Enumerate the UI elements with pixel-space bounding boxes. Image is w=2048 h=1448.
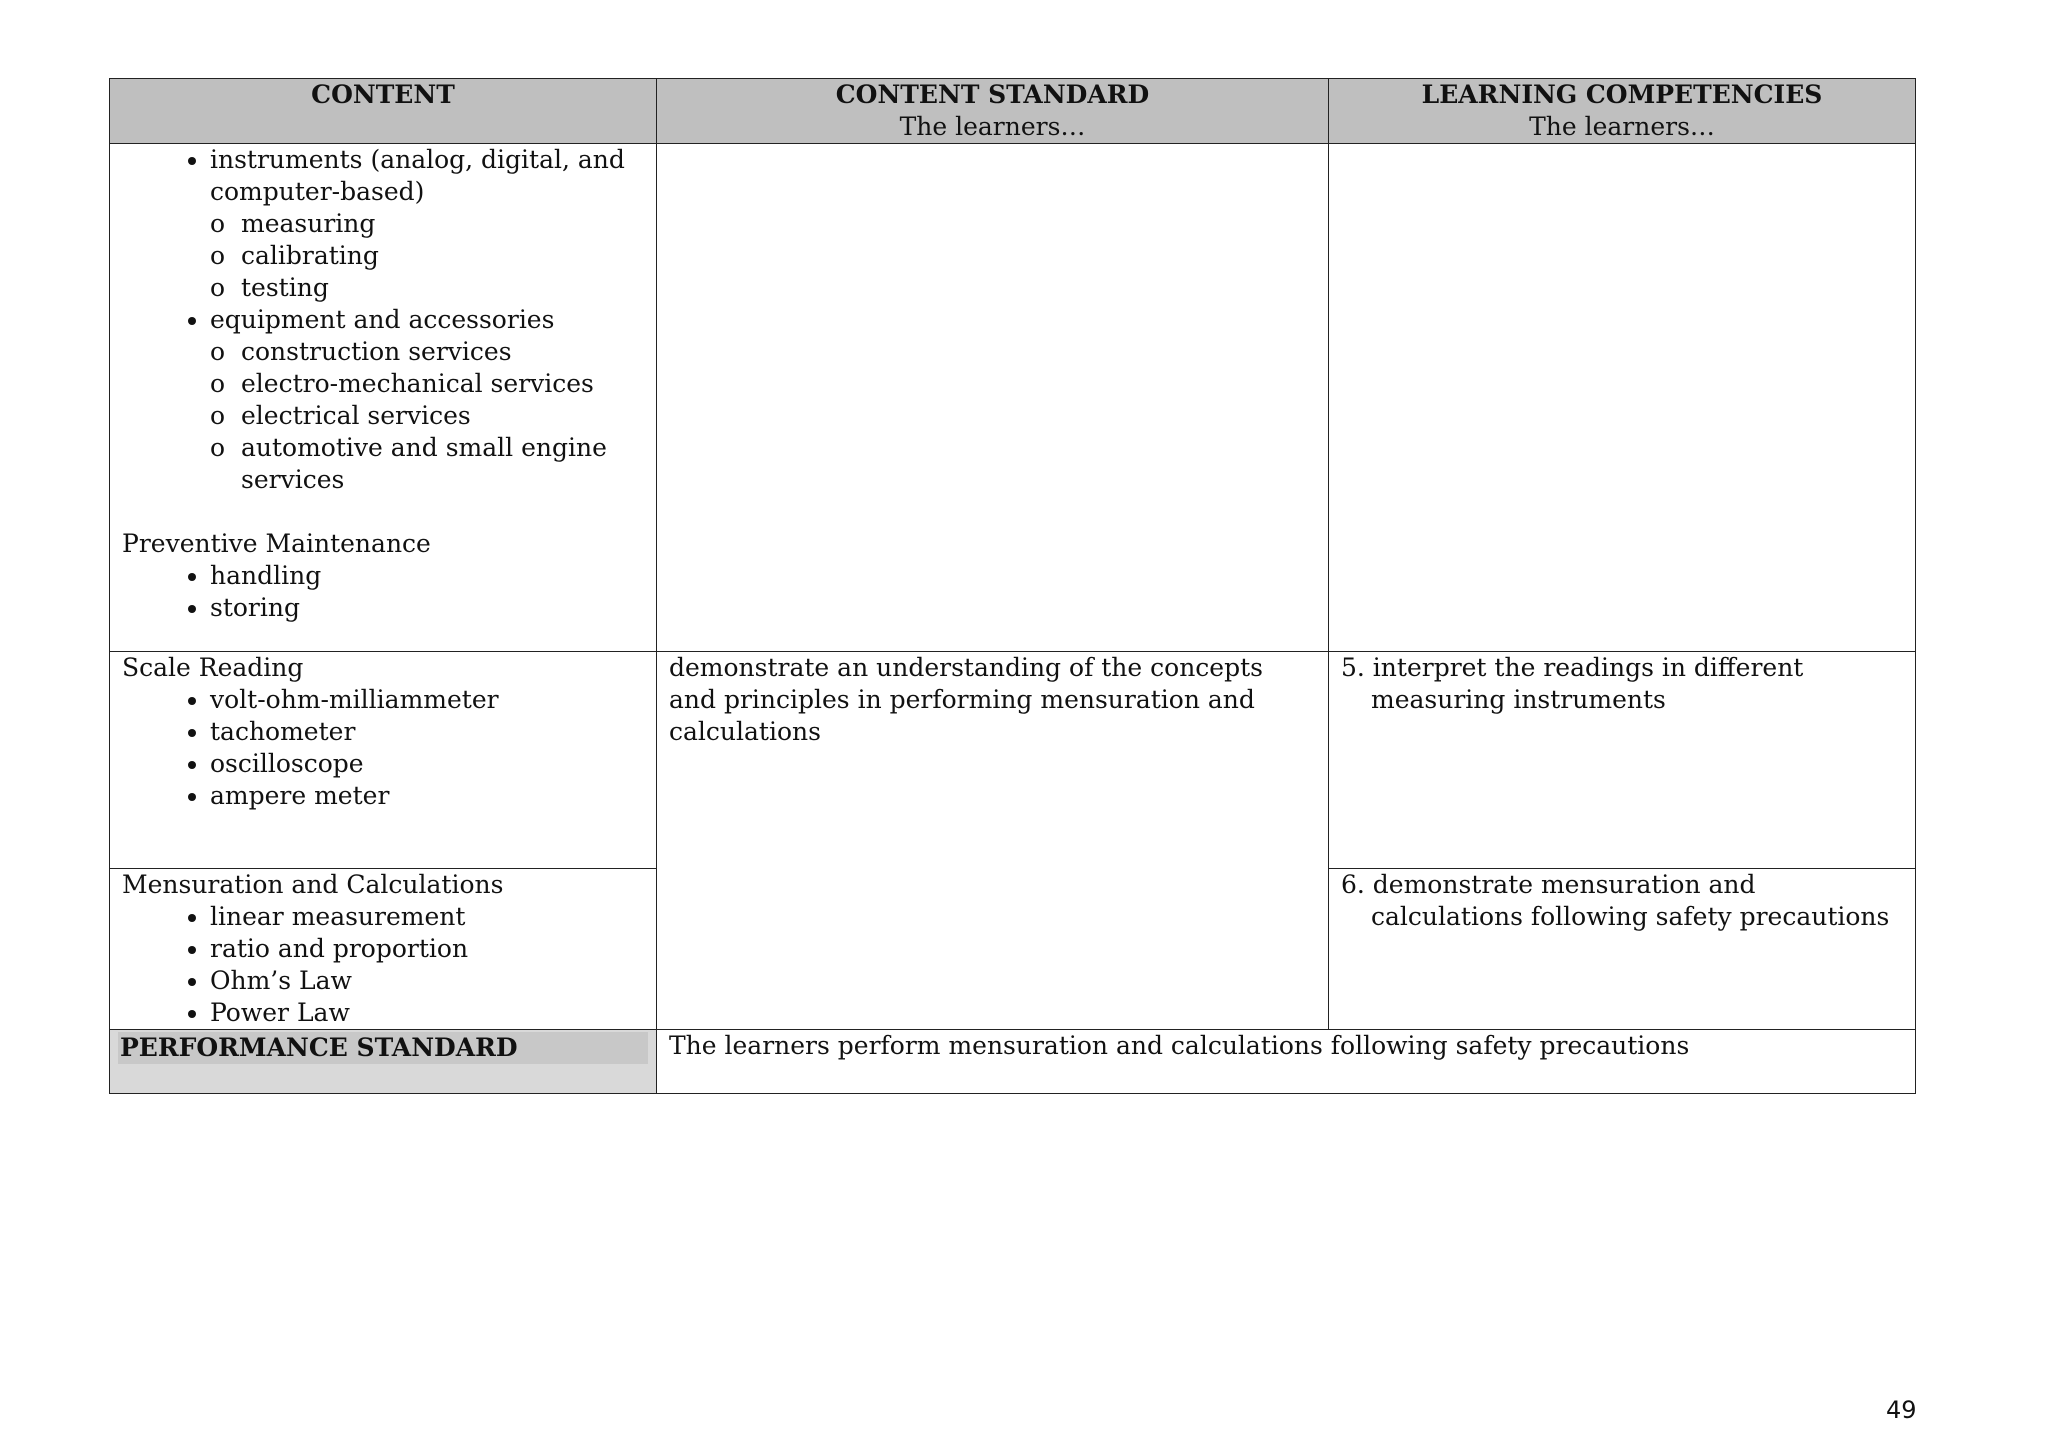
spacer [122, 496, 644, 528]
content-standard-cell [657, 652, 1329, 1030]
list-item: • linear measurement [210, 901, 644, 933]
list-item: • oscilloscope [210, 748, 644, 780]
mensuration-list [122, 901, 644, 1029]
list-item: • volt-ohm-milliammeter [210, 684, 644, 716]
competency-cell-5 [1329, 652, 1916, 869]
equipment-sublist [210, 336, 644, 496]
competency-5-text: 5. interpret the readings in different measuring instruments [1341, 653, 1804, 714]
content-standard-text: demonstrate an understanding of the concepts and principles in performing mensuration and calculations [669, 653, 1263, 746]
header-row [110, 79, 1916, 144]
performance-row [110, 1030, 1916, 1094]
equipment-label: equipment and accessories [210, 305, 555, 334]
header-learning-competencies [1329, 79, 1916, 144]
sub-list-item: o automotive and small engine services [210, 432, 644, 496]
sub-list-item: o calibrating [210, 240, 644, 272]
performance-standard-text: The learners perform mensuration and calculations following safety precautions [669, 1031, 1690, 1060]
instruments-label: instruments (analog, digital, and computer-based) [210, 145, 625, 206]
list-item [210, 144, 644, 304]
list-item: • ampere meter [210, 780, 644, 812]
list-item: • storing [210, 592, 644, 624]
competency-cell-empty [1329, 144, 1916, 652]
performance-standard-label: PERFORMANCE STANDARD [118, 1032, 648, 1064]
scale-reading-list [122, 684, 644, 812]
list-item [210, 304, 644, 496]
table-row [110, 144, 1916, 652]
header-content-title: CONTENT [311, 80, 455, 109]
instrument-sublist [210, 208, 644, 304]
header-content-standard-title: CONTENT STANDARD [835, 80, 1150, 109]
table-row [110, 652, 1916, 869]
sub-list-item: o electro-mechanical services [210, 368, 644, 400]
performance-standard-label-cell [110, 1030, 657, 1094]
header-content [110, 79, 657, 144]
list-item: • ratio and proportion [210, 933, 644, 965]
list-item: • Ohm’s Law [210, 965, 644, 997]
content-standard-cell-empty [657, 144, 1329, 652]
content-cell-mensuration [110, 869, 657, 1030]
sub-list-item: o measuring [210, 208, 644, 240]
header-learning-competencies-title: LEARNING COMPETENCIES [1421, 80, 1823, 109]
header-content-standard-subtitle: The learners… [899, 112, 1086, 141]
list-item: • handling [210, 560, 644, 592]
sub-list-item: o testing [210, 272, 644, 304]
mensuration-title: Mensuration and Calculations [122, 870, 504, 899]
content-cell-instruments [110, 144, 657, 652]
header-learning-competencies-subtitle: The learners… [1529, 112, 1715, 141]
curriculum-table [109, 78, 1916, 1094]
page-number: 49 [1886, 1396, 1917, 1424]
list-item: • Power Law [210, 997, 644, 1029]
instruments-list [122, 144, 644, 496]
header-content-standard [657, 79, 1329, 144]
competency-cell-6 [1329, 869, 1916, 1030]
content-cell-scale-reading [110, 652, 657, 869]
sub-list-item: o construction services [210, 336, 644, 368]
preventive-maintenance-title: Preventive Maintenance [122, 529, 431, 558]
competency-6-text: 6. demonstrate mensuration and calculations following safety precautions [1341, 870, 1890, 931]
sub-list-item: o electrical services [210, 400, 644, 432]
preventive-list [122, 560, 644, 624]
list-item: • tachometer [210, 716, 644, 748]
scale-reading-title: Scale Reading [122, 653, 304, 682]
performance-standard-text-cell [657, 1030, 1916, 1094]
